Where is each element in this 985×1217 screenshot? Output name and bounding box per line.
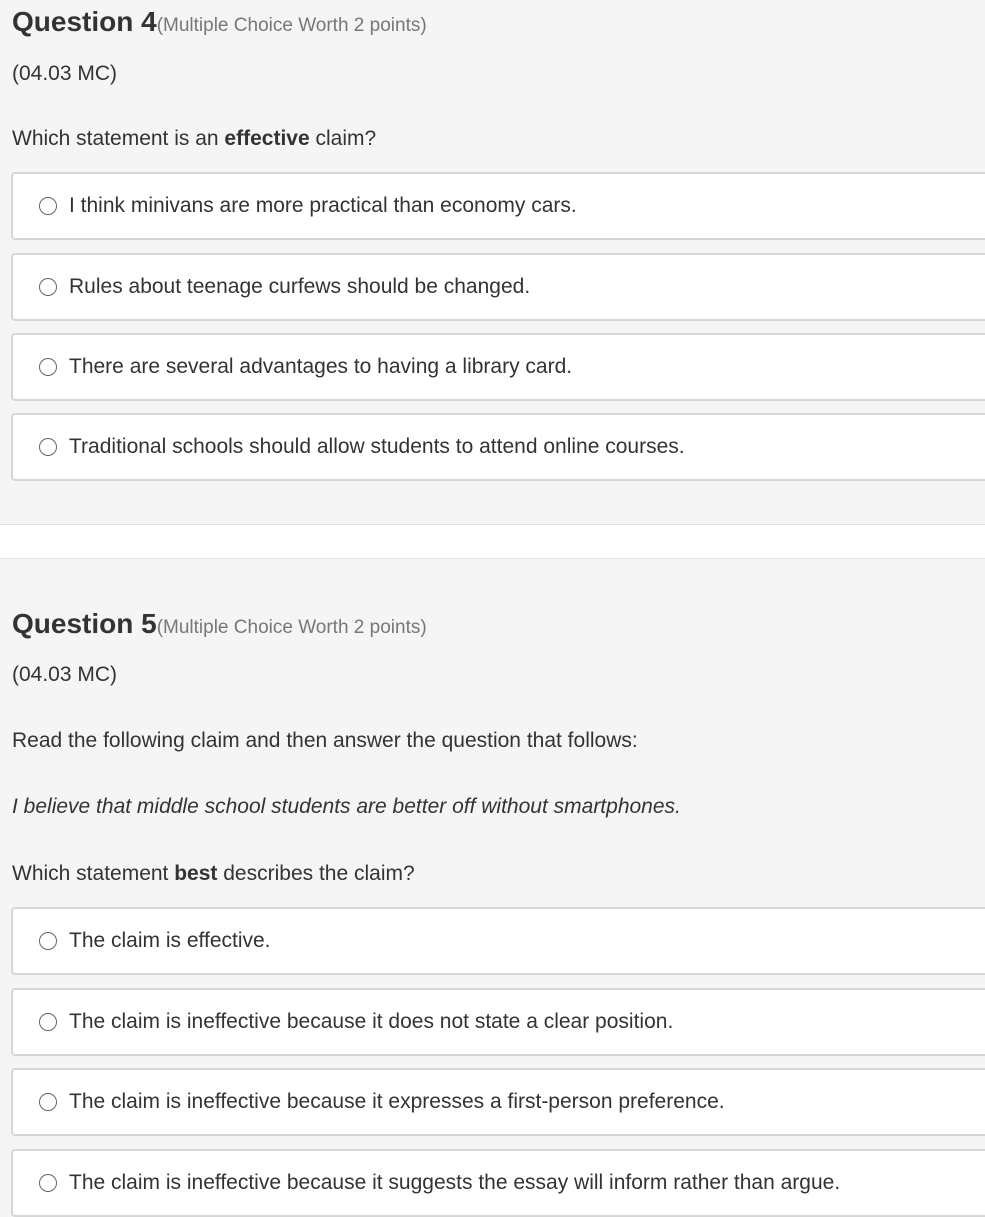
answer-option-label: I think minivans are more practical than economy cars. <box>69 194 577 217</box>
question-number: Question 5 <box>12 608 157 639</box>
answer-option-label: The claim is ineffective because it expresses a first-person preference. <box>69 1090 725 1113</box>
answer-option[interactable] <box>11 333 985 401</box>
answer-option[interactable] <box>11 172 985 240</box>
answer-option-label: The claim is ineffective because it does not state a clear position. <box>69 1010 674 1033</box>
answer-option-label: Rules about teenage curfews should be changed. <box>69 275 531 298</box>
prompt-emphasis: best <box>174 862 218 885</box>
question-worth: (Multiple Choice Worth 2 points) <box>156 617 427 638</box>
radio-button-icon[interactable] <box>39 1013 57 1031</box>
prompt-text: describes the claim? <box>217 862 415 885</box>
question-code: (04.03 MC) <box>12 62 118 85</box>
radio-button-icon[interactable] <box>39 932 57 950</box>
prompt-text: Which statement <box>12 862 175 885</box>
question-4 <box>0 0 985 524</box>
question-prompt <box>12 126 376 152</box>
radio-button-icon[interactable] <box>39 438 57 456</box>
question-divider <box>0 524 985 559</box>
question-worth: (Multiple Choice Worth 2 points) <box>156 15 427 36</box>
radio-button-icon[interactable] <box>39 278 57 296</box>
question-5 <box>0 559 985 1215</box>
prompt-emphasis: effective <box>224 127 310 150</box>
answer-option[interactable] <box>11 413 985 481</box>
question-title <box>12 5 427 43</box>
answer-option[interactable] <box>11 907 985 975</box>
question-number: Question 4 <box>12 6 157 37</box>
answer-option-label: There are several advantages to having a library card. <box>69 355 573 378</box>
answer-option[interactable] <box>11 1149 985 1217</box>
answer-option[interactable] <box>11 1068 985 1136</box>
radio-button-icon[interactable] <box>39 358 57 376</box>
question-title <box>12 607 427 645</box>
radio-button-icon[interactable] <box>39 197 57 215</box>
radio-button-icon[interactable] <box>39 1174 57 1192</box>
answer-option[interactable] <box>11 253 985 321</box>
claim-text: I believe that middle school students are better off without smartphones. <box>12 795 681 818</box>
prompt-text: Which statement is an <box>12 127 225 150</box>
question-intro: Read the following claim and then answer the question that follows: <box>12 729 638 752</box>
answer-option-label: Traditional schools should allow students to attend online courses. <box>69 435 685 458</box>
radio-button-icon[interactable] <box>39 1093 57 1111</box>
answer-option[interactable] <box>11 988 985 1056</box>
question-prompt <box>12 861 415 887</box>
answer-option-label: The claim is ineffective because it suggests the essay will inform rather than argue. <box>69 1171 841 1194</box>
answer-option-label: The claim is effective. <box>69 929 271 952</box>
prompt-text: claim? <box>309 127 377 150</box>
question-code: (04.03 MC) <box>12 663 118 686</box>
